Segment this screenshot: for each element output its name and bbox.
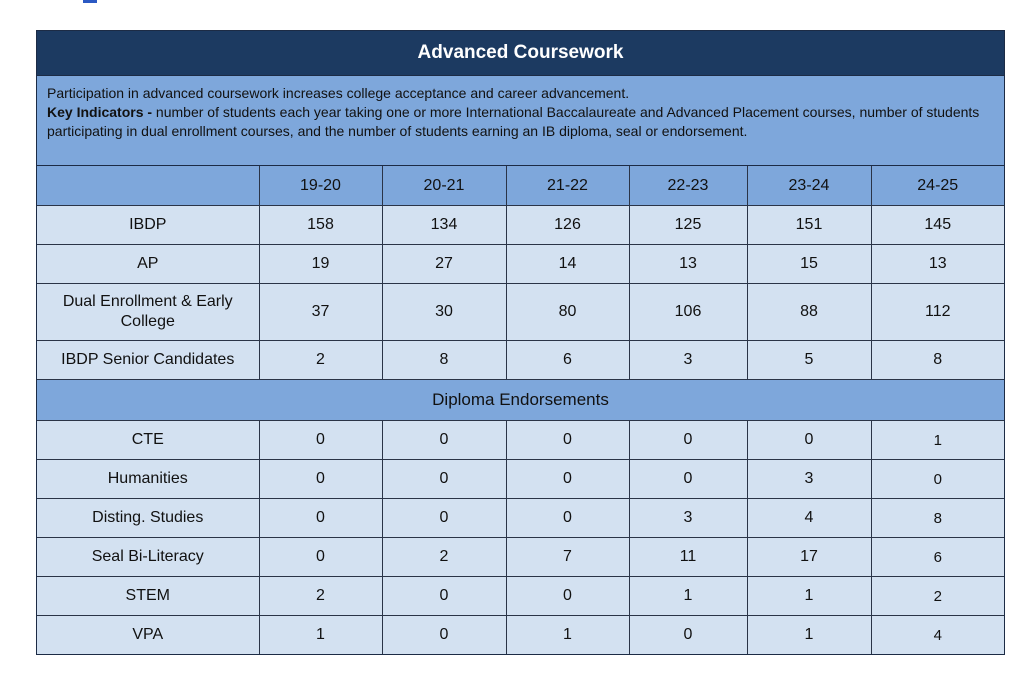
table-cell: 1 — [629, 577, 747, 616]
intro-line: Participation in advanced coursework increases college acceptance and career advancement. — [47, 85, 630, 101]
row-label: VPA — [37, 616, 259, 655]
table-cell: 3 — [629, 341, 747, 380]
table-cell: 1 — [506, 616, 629, 655]
row-label: AP — [37, 245, 259, 284]
table-row — [37, 460, 1004, 499]
table-cell: 0 — [382, 421, 506, 460]
header-cell: 19-20 — [259, 166, 382, 206]
coursework-table — [37, 166, 1004, 654]
table-cell: 8 — [382, 341, 506, 380]
table-cell: 5 — [747, 341, 871, 380]
table-cell: 0 — [259, 499, 382, 538]
table-cell: 0 — [629, 421, 747, 460]
table-cell: 1 — [259, 616, 382, 655]
table-row — [37, 341, 1004, 380]
table-cell: 37 — [259, 284, 382, 341]
table-cell: 158 — [259, 206, 382, 245]
table-cell: 2 — [259, 341, 382, 380]
table-cell: 0 — [382, 577, 506, 616]
section-title: Diploma Endorsements — [37, 380, 1004, 421]
header-cell: 24-25 — [871, 166, 1004, 206]
table-cell: 0 — [259, 460, 382, 499]
row-label: IBDP — [37, 206, 259, 245]
header-cell: 22-23 — [629, 166, 747, 206]
table-cell: 0 — [259, 538, 382, 577]
key-indicators-label: Key Indicators - — [47, 104, 156, 120]
header-cell: 23-24 — [747, 166, 871, 206]
table-row — [37, 616, 1004, 655]
table-row — [37, 421, 1004, 460]
table-cell: 0 — [382, 460, 506, 499]
table-cell: 145 — [871, 206, 1004, 245]
table-cell: 1 — [871, 421, 1004, 460]
header-row — [37, 166, 1004, 206]
row-label: CTE — [37, 421, 259, 460]
table-cell: 0 — [506, 460, 629, 499]
table-cell: 106 — [629, 284, 747, 341]
table-cell: 14 — [506, 245, 629, 284]
row-label: Disting. Studies — [37, 499, 259, 538]
table-cell: 13 — [871, 245, 1004, 284]
table-cell: 27 — [382, 245, 506, 284]
header-cell: 20-21 — [382, 166, 506, 206]
table-cell: 0 — [629, 616, 747, 655]
key-indicators-paragraph — [47, 103, 994, 141]
table-cell: 4 — [747, 499, 871, 538]
table-cell: 4 — [871, 616, 1004, 655]
table-cell: 151 — [747, 206, 871, 245]
card-title: Advanced Coursework — [37, 31, 1004, 76]
table-cell: 6 — [506, 341, 629, 380]
header-cell: 21-22 — [506, 166, 629, 206]
table-cell: 2 — [259, 577, 382, 616]
table-cell: 2 — [871, 577, 1004, 616]
table-cell: 0 — [382, 499, 506, 538]
table-cell: 2 — [382, 538, 506, 577]
row-label: Dual Enrollment & Early College — [37, 284, 259, 341]
advanced-coursework-card — [36, 30, 1005, 655]
table-cell: 0 — [382, 616, 506, 655]
table-cell: 3 — [747, 460, 871, 499]
page-top-mark — [83, 0, 97, 3]
table-cell: 8 — [871, 499, 1004, 538]
header-cell — [37, 166, 259, 206]
table-cell: 19 — [259, 245, 382, 284]
table-cell: 7 — [506, 538, 629, 577]
table-cell: 112 — [871, 284, 1004, 341]
table-row — [37, 538, 1004, 577]
table-cell: 8 — [871, 341, 1004, 380]
table-cell: 0 — [629, 460, 747, 499]
table-row — [37, 284, 1004, 341]
table-cell: 0 — [259, 421, 382, 460]
row-label: Humanities — [37, 460, 259, 499]
row-label: Seal Bi-Literacy — [37, 538, 259, 577]
table-cell: 11 — [629, 538, 747, 577]
table-cell: 1 — [747, 577, 871, 616]
table-cell: 134 — [382, 206, 506, 245]
table-cell: 125 — [629, 206, 747, 245]
table-cell: 13 — [629, 245, 747, 284]
table-cell: 3 — [629, 499, 747, 538]
table-row — [37, 499, 1004, 538]
table-row — [37, 577, 1004, 616]
table-cell: 30 — [382, 284, 506, 341]
table-cell: 6 — [871, 538, 1004, 577]
table-cell: 17 — [747, 538, 871, 577]
key-indicators-text: number of students each year taking one or more International Baccalaureate and Advanced Placement courses, number of students participating in dual enrollment courses, and the number of students earning an IB diploma, seal or endorsement. — [47, 104, 980, 139]
table-row — [37, 206, 1004, 245]
row-label: IBDP Senior Candidates — [37, 341, 259, 380]
section-header-row — [37, 380, 1004, 421]
row-label: STEM — [37, 577, 259, 616]
table-cell: 1 — [747, 616, 871, 655]
table-cell: 0 — [506, 577, 629, 616]
table-cell: 0 — [506, 421, 629, 460]
intro-text — [37, 76, 1004, 166]
table-row — [37, 245, 1004, 284]
table-cell: 126 — [506, 206, 629, 245]
table-cell: 80 — [506, 284, 629, 341]
table-cell: 0 — [871, 460, 1004, 499]
table-cell: 15 — [747, 245, 871, 284]
table-cell: 88 — [747, 284, 871, 341]
table-cell: 0 — [506, 499, 629, 538]
table-cell: 0 — [747, 421, 871, 460]
